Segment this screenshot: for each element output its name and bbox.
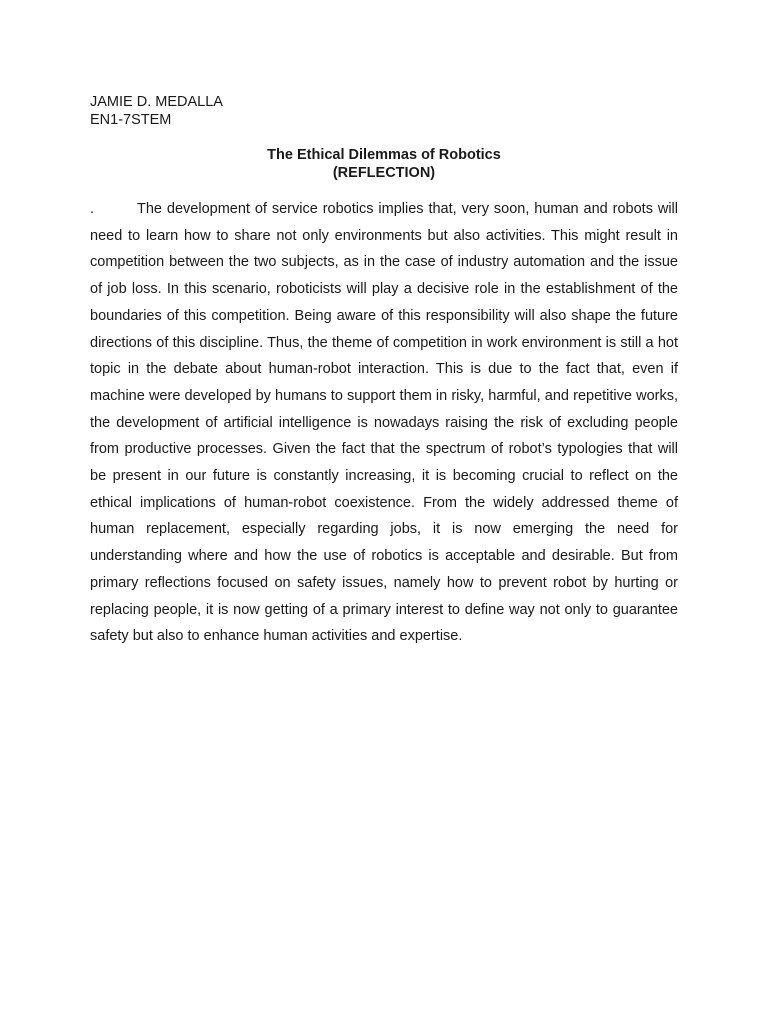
document-subtitle: (REFLECTION) — [332, 165, 436, 181]
document-title: The Ethical Dilemmas of Robotics — [267, 147, 501, 163]
reflection-paragraph — [90, 196, 678, 650]
author-block — [90, 93, 223, 129]
title-block — [90, 146, 678, 182]
paragraph-text: The development of service robotics implies that, very soon, human and robots will need to learn how to share not only environments but also activities. This might result in competition between the two subjects, as in the case of industry automation and the issue of job loss. In this scenario, roboticists will play a decisive role in the establishment of the boundaries of this competition. Being aware of this responsibility will also shape the future directions of this discipline. Thus, the theme of competition in work environment is still a hot topic in the debate about human-robot interaction. This is due to the fact that, even if machine were developed by humans to support them in risky, harmful, and repetitive works, the development of artificial intelligence is nowadays raising the risk of excluding people from productive processes. Given the fact that the spectrum of robot’s typologies that will be present in our future is constantly increasing, it is becoming crucial to reflect on the ethical implications of human-robot coexistence. From the widely addressed theme of human replacement, especially regarding jobs, it is now emerging the need for understanding where and how the use of robotics is acceptable and desirable. But from primary reflections focused on safety issues, namely how to prevent robot by hurting or replacing people, it is now getting of a primary interest to define way not only to guarantee safety but also to enhance human activities and expertise. — [90, 201, 678, 645]
author-name: JAMIE D. MEDALLA — [90, 94, 223, 110]
paragraph-lead-mark: . — [90, 201, 95, 217]
author-section: EN1-7STEM — [90, 112, 172, 128]
